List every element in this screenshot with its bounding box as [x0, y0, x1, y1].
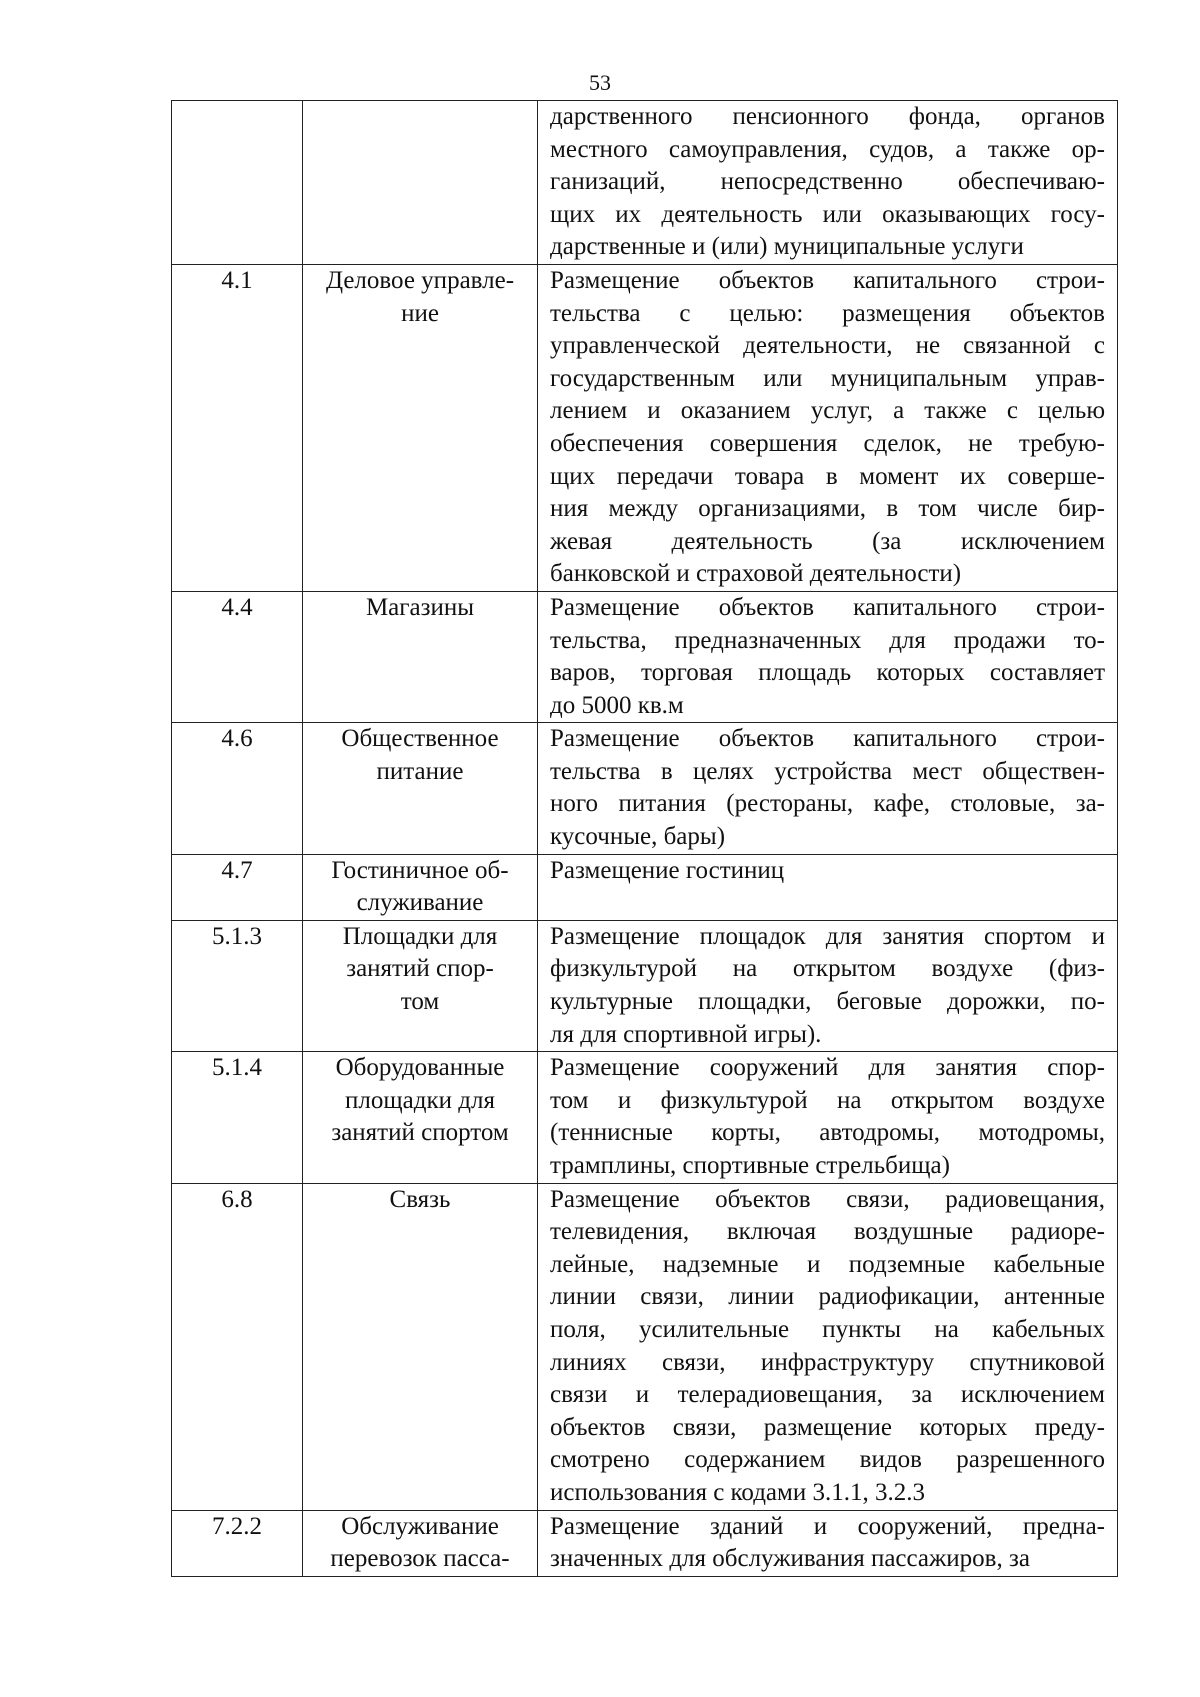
use-code-cell: 4.6 — [172, 723, 303, 854]
use-description-cell — [538, 1183, 1118, 1510]
table-row — [172, 101, 1118, 265]
use-name-cell — [303, 723, 538, 854]
use-description-line: управленческой деятельности, не связанной с — [550, 332, 1105, 360]
use-description-line: варов, торговая площадь которых составляет — [550, 659, 1105, 687]
use-name-line: Связь — [389, 1185, 451, 1213]
use-description-line: том и физкультурой на открытом воздухе — [550, 1086, 1105, 1114]
use-description-line: лейные, надземные и подземные кабельные — [550, 1250, 1105, 1278]
use-description-line: телевидения, включая воздушные радиоре- — [550, 1218, 1105, 1246]
use-description-line: поля, усилительные пункты на кабельных — [550, 1315, 1105, 1343]
use-code-cell: 4.7 — [172, 854, 303, 920]
use-description-line: Размещение зданий и сооружений, предна- — [550, 1512, 1105, 1540]
use-description-line: тельства с целью: размещения объектов — [550, 299, 1105, 327]
use-description-line: лением и оказанием услуг, а также с целью — [550, 397, 1105, 425]
use-description-line: щих их деятельность или оказывающих госу- — [550, 200, 1105, 228]
use-description-line: культурные площадки, беговые дорожки, по- — [550, 988, 1105, 1016]
use-name-line: Гостиничное об- — [331, 856, 509, 884]
use-name-line: Оборудованные — [335, 1054, 505, 1082]
use-name-line: Обслуживание — [341, 1512, 499, 1540]
use-description-line: местного самоуправления, судов, а также ор- — [550, 135, 1105, 163]
use-description-cell — [538, 1510, 1118, 1576]
use-name-line: Площадки для — [342, 922, 498, 950]
use-name-line: ние — [401, 299, 439, 327]
use-description-line: кусочные, бары) — [550, 823, 726, 851]
table-row — [172, 723, 1118, 854]
table-row — [172, 1510, 1118, 1576]
use-description-line: тельства, предназначенных для продажи то- — [550, 626, 1105, 654]
use-name-cell — [303, 1183, 538, 1510]
use-name-cell — [303, 264, 538, 591]
use-description-cell — [538, 854, 1118, 920]
use-code-cell: 5.1.3 — [172, 920, 303, 1051]
use-name-line: Общественное — [341, 725, 499, 753]
table-body — [172, 101, 1118, 1577]
use-description-line: до 5000 кв.м — [550, 691, 684, 719]
use-name-cell — [303, 101, 538, 265]
table-row — [172, 1052, 1118, 1183]
use-code-cell: 7.2.2 — [172, 1510, 303, 1576]
use-description-line: дарственные и (или) муниципальные услуги — [550, 233, 1024, 261]
land-use-table — [171, 100, 1118, 1577]
table-row — [172, 854, 1118, 920]
table-row — [172, 1183, 1118, 1510]
use-description-line: (теннисные корты, автодромы, мотодромы, — [550, 1119, 1105, 1147]
table-row — [172, 920, 1118, 1051]
use-name-cell — [303, 1052, 538, 1183]
use-description-line: линии связи, линии радиофикации, антенные — [550, 1283, 1105, 1311]
use-description-cell — [538, 1052, 1118, 1183]
use-description-cell — [538, 101, 1118, 265]
use-description-line: жевая деятельность (за исключением — [550, 527, 1105, 555]
use-code-cell — [172, 101, 303, 265]
use-description-line: Размещение сооружений для занятия спор- — [550, 1054, 1105, 1082]
table-row — [172, 591, 1118, 722]
use-name-cell — [303, 920, 538, 1051]
use-name-line: питание — [376, 757, 464, 785]
use-description-line: обеспечения совершения сделок, не требую- — [550, 429, 1105, 457]
use-name-line: занятий спортом — [331, 1119, 509, 1147]
use-description-line: банковской и страховой деятельности) — [550, 560, 962, 588]
use-description-line: ганизаций, непосредственно обеспечиваю- — [550, 168, 1105, 196]
use-description-line: государственным или муниципальным управ- — [550, 364, 1105, 392]
use-description-line: Размещение площадок для занятия спортом и — [550, 922, 1105, 950]
use-description-line: Размещение объектов капитального строи- — [550, 593, 1105, 621]
use-name-line: перевозок пасса- — [330, 1545, 510, 1573]
use-description-line: щих передачи товара в момент их соверше- — [550, 462, 1105, 490]
use-description-line: физкультурой на открытом воздухе (физ- — [550, 955, 1105, 983]
use-description-line: объектов связи, размещение которых преду- — [550, 1413, 1105, 1441]
use-description-line: трамплины, спортивные стрельбища) — [550, 1152, 950, 1179]
use-code-cell: 5.1.4 — [172, 1052, 303, 1183]
use-code-cell: 4.1 — [172, 264, 303, 591]
use-description-line: дарственного пенсионного фонда, органов — [550, 103, 1105, 130]
use-name-line: занятий спор- — [346, 955, 494, 983]
use-name-line: Магазины — [365, 593, 475, 621]
use-description-line: Размещение объектов связи, радиовещания, — [550, 1185, 1105, 1213]
use-name-cell — [303, 1510, 538, 1576]
use-description-cell — [538, 920, 1118, 1051]
use-description-line: смотрено содержанием видов разрешенного — [550, 1446, 1105, 1474]
use-name-line: площадки для — [345, 1086, 495, 1114]
use-description-cell — [538, 723, 1118, 854]
use-description-line: ного питания (рестораны, кафе, столовые, за- — [550, 790, 1105, 818]
use-name-line: Деловое управле- — [325, 266, 515, 294]
use-description-line: связи и телерадиовещания, за исключением — [550, 1381, 1105, 1409]
table-row — [172, 264, 1118, 591]
use-description-line: ля для спортивной игры). — [550, 1020, 822, 1048]
use-code-cell: 6.8 — [172, 1183, 303, 1510]
use-name-cell — [303, 591, 538, 722]
use-description-line: Размещение объектов капитального строи- — [550, 725, 1105, 753]
use-description-line: тельства в целях устройства мест обществен- — [550, 757, 1105, 785]
use-name-line: том — [400, 988, 440, 1016]
use-description-line: использования с кодами 3.1.1, 3.2.3 — [550, 1478, 925, 1506]
use-description-line: Размещение гостиниц — [550, 856, 785, 884]
use-description-line: Размещение объектов капитального строи- — [550, 266, 1105, 294]
use-name-line: служивание — [356, 889, 484, 917]
use-description-line: линиях связи, инфраструктуру спутниковой — [550, 1348, 1105, 1376]
use-description-line: ния между организациями, в том числе бир- — [550, 495, 1105, 523]
use-description-cell — [538, 264, 1118, 591]
use-description-cell — [538, 591, 1118, 722]
use-name-cell — [303, 854, 538, 920]
use-code-cell: 4.4 — [172, 591, 303, 722]
page-number: 53 — [589, 70, 611, 95]
use-description-line: значенных для обслуживания пассажиров, за — [550, 1545, 1030, 1573]
